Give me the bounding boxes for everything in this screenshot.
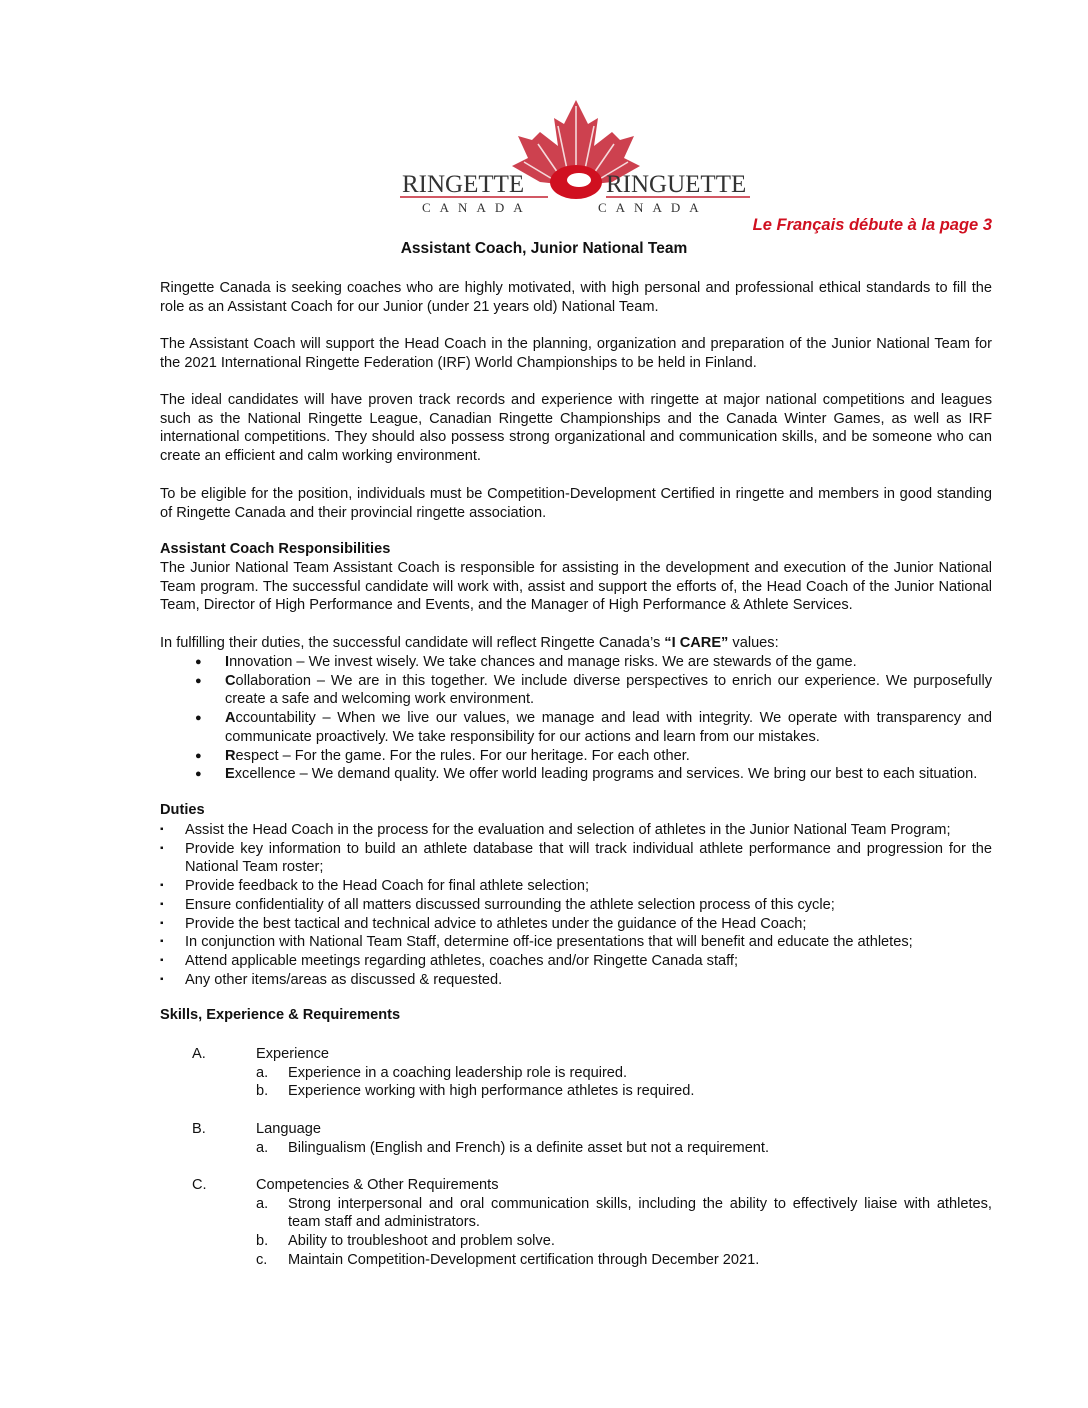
french-version-note: Le Français débute à la page 3 <box>752 216 992 234</box>
responsibilities-text: The Junior National Team Assistant Coach is responsible for assisting in the development and execution of the Junior National Team program. The successful candidate will work with, assist and support the efforts of, the Head Coach of the Junior National Team, Director of High Performance and Events, and the Manager of High Performance & Athlete Services. <box>160 560 992 614</box>
list-item: ▪ Attend applicable meetings regarding athletes, coaches and/or Ringette Canada staff; <box>160 952 739 969</box>
svg-text:CANADA: CANADA <box>422 200 532 215</box>
values-list <box>160 653 992 784</box>
duties-list <box>160 821 992 989</box>
list-item: ● Innovation – We invest wisely. We take chances and manage risks. We are stewards of the game. <box>195 654 857 670</box>
bullet-icon: ● <box>195 768 202 781</box>
list-item: c. Maintain Competition-Development certification through December 2021. <box>256 1251 760 1268</box>
requirements-section: B. Language <box>192 1120 321 1137</box>
list-item: ● Respect – For the game. For the rules. For our heritage. For each other. <box>195 747 690 764</box>
requirements-heading: Skills, Experience & Requirements <box>160 1007 401 1023</box>
svg-text:RINGUETTE: RINGUETTE <box>606 171 747 198</box>
square-bullet-icon: ▪ <box>160 898 164 910</box>
list-item: ▪ Provide feedback to the Head Coach for final athlete selection; <box>160 878 590 895</box>
intro-paragraph-4: To be eligible for the position, individuals must be Competition-Development Certified in ringette and members in good standing of Ringette Canada and their provincial ringette association. <box>160 486 992 521</box>
page-title: Assistant Coach, Junior National Team <box>400 240 688 257</box>
list-item: ▪ Provide key information to build an athlete database that will track individual athlete performance and progression for the National Team roster; <box>160 840 992 876</box>
list-item: ▪ In conjunction with National Team Staff, determine off-ice presentations that will benefit and educate the athletes; <box>160 934 913 951</box>
duties-heading: Duties <box>160 802 205 818</box>
square-bullet-icon: ▪ <box>160 973 164 985</box>
square-bullet-icon: ▪ <box>160 824 164 835</box>
ringette-canada-logo <box>398 96 753 216</box>
requirements-section: A. Experience <box>192 1046 330 1062</box>
list-item: b. Experience working with high performance athletes is required. <box>256 1083 695 1100</box>
square-bullet-icon: ▪ <box>160 954 164 966</box>
list-item: ● Collaboration – We are in this together. We include diverse perspectives to enrich our experience. We purposefully create a safe and welcoming work environment. <box>195 672 992 708</box>
list-item: ● Excellence – We demand quality. We offer world leading programs and services. We bring our best to each situation. <box>195 766 978 783</box>
list-item: a. Bilingualism (English and French) is a definite asset but not a requirement. <box>256 1139 770 1156</box>
list-item: ● Accountability – When we live our values, we manage and lead with integrity. We operate with transparency and communicate proactively. We take responsibility for our actions and learn from our mistakes. <box>195 710 992 745</box>
bullet-icon: ● <box>195 712 202 725</box>
intro-paragraph-1: Ringette Canada is seeking coaches who are highly motivated, with high personal and professional ethical standards to fill the role as an Assistant Coach for our Junior (under 21 years old) National Team. <box>160 280 992 315</box>
requirements-section: C. Competencies & Other Requirements <box>192 1176 499 1193</box>
list-item: a. Strong interpersonal and oral communication skills, including the ability to effectively liaise with athletes, team staff and administrators. <box>256 1195 992 1231</box>
square-bullet-icon: ▪ <box>160 917 164 929</box>
values-intro: In fulfilling their duties, the successful candidate will reflect Ringette Canada’s “I CARE” values: <box>160 635 779 651</box>
bullet-icon: ● <box>195 674 202 687</box>
square-bullet-icon: ▪ <box>160 936 164 948</box>
bullet-icon: ● <box>195 749 202 762</box>
list-item: ▪ Provide the best tactical and technical advice to athletes under the guidance of the Head Coach; <box>160 915 807 932</box>
svg-text:RINGETTE: RINGETTE <box>402 171 525 198</box>
square-bullet-icon: ▪ <box>160 880 164 892</box>
intro-paragraph-2: The Assistant Coach will support the Head Coach in the planning, organization and preparation of the Junior National Team for the 2021 International Ringette Federation (IRF) World Championships to be held in Finland. <box>160 336 992 371</box>
list-item: a. Experience in a coaching leadership role is required. <box>256 1064 628 1081</box>
list-item: ▪ Ensure confidentiality of all matters discussed surrounding the athlete selection process of this cycle; <box>160 896 835 913</box>
responsibilities-heading: Assistant Coach Responsibilities <box>160 541 391 557</box>
requirements-list <box>160 1045 992 1269</box>
square-bullet-icon: ▪ <box>160 842 164 854</box>
list-item: b. Ability to troubleshoot and problem solve. <box>256 1233 555 1249</box>
intro-paragraph-3: The ideal candidates will have proven track records and experience with ringette at major national competitions and leagues such as the National Ringette League, Canadian Ringette Championships and the Canada Winter Games, as well as IRF international competitions. They should also possess strong organizational and communication skills, and be someone who can create an efficient and calm working environment. <box>160 392 992 465</box>
svg-text:CANADA: CANADA <box>598 200 708 215</box>
bullet-icon: ● <box>195 656 202 668</box>
list-item: ▪ Any other items/areas as discussed & requested. <box>160 971 503 988</box>
list-item: ▪ Assist the Head Coach in the process for the evaluation and selection of athletes in the Junior National Team Program; <box>160 822 951 838</box>
